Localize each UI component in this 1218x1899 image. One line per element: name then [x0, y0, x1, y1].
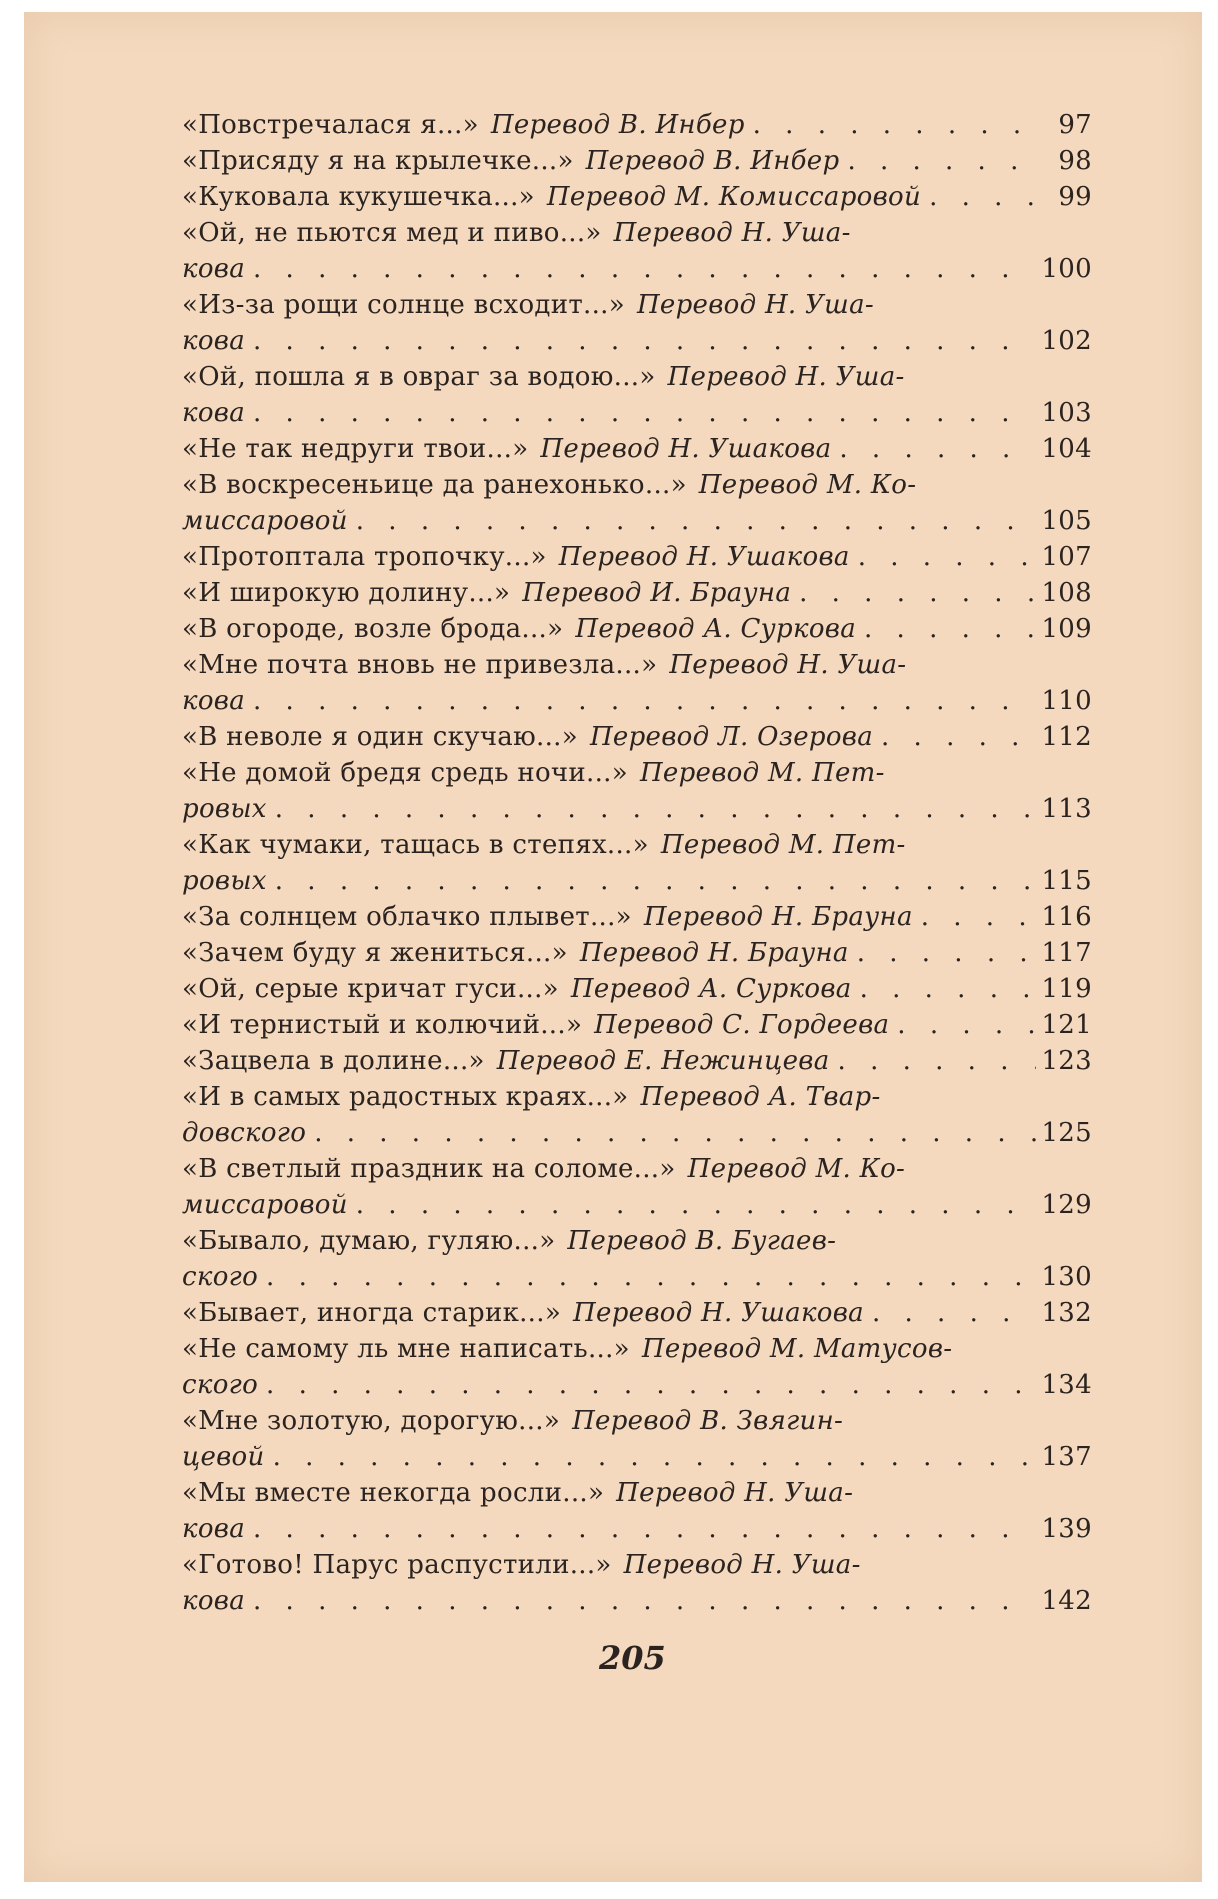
toc-entry-title: «Ой, не пьются мед и пиво...»: [182, 218, 602, 248]
toc-entry-text: [182, 1187, 1036, 1223]
toc-entry-page: 99: [1058, 182, 1092, 212]
toc-entry-text: [182, 899, 1036, 935]
toc-entry-page: 112: [1041, 722, 1092, 752]
toc-entry-page: 117: [1041, 938, 1092, 968]
dot-leader: [314, 1115, 1036, 1151]
toc-entry-text: [182, 1259, 1036, 1295]
toc-entry-title: «Протоптала тропочку...»: [182, 542, 547, 572]
toc-entry: [182, 1151, 1092, 1187]
dot-leader: [253, 1511, 1036, 1547]
toc-entry-continuation: [182, 1583, 1092, 1619]
toc-entry-continuation: [182, 791, 1092, 827]
toc-entry-title: «В неволе я один скучаю...»: [182, 722, 578, 752]
toc-entry-translator: Перевод Н. Уша-: [669, 650, 907, 680]
dot-leader: [266, 1259, 1036, 1295]
toc-entry-title: «В светлый праздник на соломе...»: [182, 1154, 676, 1184]
toc-entry-translator-cont: миссаровой: [182, 506, 348, 536]
dot-leader: [253, 1583, 1036, 1619]
toc-entry: [182, 719, 1092, 755]
toc-entry-page: 100: [1041, 254, 1092, 284]
toc-entry-text: [182, 503, 1036, 539]
toc-entry-page: 142: [1041, 1586, 1092, 1616]
toc-entry-translator: Перевод А. Суркова: [575, 614, 857, 644]
toc-entry-title: «Присяду я на крылечке...»: [182, 146, 574, 176]
toc-entry-translator: Перевод Н. Уша-: [613, 218, 851, 248]
toc-entry-text: [182, 1151, 1036, 1187]
toc-entry-text: [182, 1079, 1036, 1115]
toc-entry-translator: Перевод В. Звягин-: [572, 1406, 844, 1436]
dot-leader: [275, 791, 1036, 827]
toc-entry-text: [182, 1583, 1036, 1619]
dot-leader: [253, 251, 1036, 287]
toc-entry-translator: Перевод Е. Нежинцева: [496, 1046, 830, 1076]
toc-entry-translator: Перевод Н. Ушакова: [573, 1298, 864, 1328]
toc-entry-translator-cont: ского: [182, 1370, 259, 1400]
toc-entry-text: [182, 215, 1036, 251]
toc-entry-title: «Зацвела в долине...»: [182, 1046, 485, 1076]
toc-entry-translator-cont: кова: [182, 254, 246, 284]
toc-entry-continuation: [182, 683, 1092, 719]
dot-leader: [266, 1367, 1036, 1403]
dot-leader: [921, 899, 1036, 935]
toc-entry-translator: Перевод В. Инбер: [585, 146, 840, 176]
toc-entry-translator: Перевод М. Ко-: [698, 470, 917, 500]
toc-entry-page: 110: [1041, 686, 1092, 716]
toc-entry-page: 116: [1041, 902, 1092, 932]
dot-leader: [858, 539, 1036, 575]
toc-entry-text: [182, 1367, 1036, 1403]
toc-entry-text: [182, 143, 1036, 179]
toc-entry-text: [182, 755, 1036, 791]
toc-entry: [182, 755, 1092, 791]
toc-entry-text: [182, 1043, 1036, 1079]
toc-entry-translator: Перевод Н. Уша-: [667, 362, 905, 392]
toc-entry-page: 125: [1041, 1118, 1092, 1148]
toc-entry-text: [182, 863, 1036, 899]
toc-entry-text: [182, 1475, 1036, 1511]
toc-entry-title: «Мне почта вновь не привезла...»: [182, 650, 658, 680]
dot-leader: [753, 107, 1036, 143]
toc-entry-text: [182, 179, 1036, 215]
dot-leader: [857, 935, 1036, 971]
toc-entry: [182, 1331, 1092, 1367]
toc-entry-title: «Зачем буду я жениться...»: [182, 938, 568, 968]
toc-entry-title: «Куковала кукушечка...»: [182, 182, 535, 212]
toc-entry-text: [182, 575, 1036, 611]
toc-entry-text: [182, 719, 1036, 755]
toc-entry-title: «И в самых радостных краях...»: [182, 1082, 629, 1112]
dot-leader: [872, 1295, 1036, 1331]
dot-leader: [897, 1007, 1036, 1043]
toc-entry-page: 105: [1041, 506, 1092, 536]
toc-entry-text: [182, 1223, 1036, 1259]
toc-entry-translator-cont: довского: [182, 1118, 307, 1148]
toc-entry-translator-cont: ровых: [182, 866, 267, 896]
toc-entry-translator: Перевод Н. Уша-: [623, 1550, 861, 1580]
toc-entry: [182, 1475, 1092, 1511]
toc-entry-title: «Мне золотую, дорогую...»: [182, 1406, 561, 1436]
book-page: [24, 12, 1202, 1882]
toc-entry: [182, 1223, 1092, 1259]
toc-entry-page: 137: [1041, 1442, 1092, 1472]
toc-entry-translator: Перевод М. Комиссаровой: [546, 182, 922, 212]
toc-entry-page: 103: [1041, 398, 1092, 428]
toc-entry-text: [182, 539, 1036, 575]
dot-leader: [253, 323, 1036, 359]
toc-entry-translator-cont: ровых: [182, 794, 267, 824]
toc-entry: [182, 179, 1092, 215]
toc-entry-continuation: [182, 395, 1092, 431]
toc-entry: [182, 287, 1092, 323]
toc-entry: [182, 1547, 1092, 1583]
toc-entry-text: [182, 359, 1036, 395]
toc-entry-page: 130: [1041, 1262, 1092, 1292]
toc-entry-translator: Перевод В. Бугаев-: [567, 1226, 837, 1256]
toc-entry-translator: Перевод А. Твар-: [640, 1082, 881, 1112]
toc-entry-translator-cont: миссаровой: [182, 1190, 348, 1220]
toc-entry-text: [182, 647, 1036, 683]
toc-entry: [182, 935, 1092, 971]
toc-entry: [182, 647, 1092, 683]
toc-entry-translator-cont: кова: [182, 326, 246, 356]
toc-entry-page: 123: [1041, 1046, 1092, 1076]
toc-entry-title: «Бывает, иногда старик...»: [182, 1298, 562, 1328]
toc-entry-text: [182, 935, 1036, 971]
dot-leader: [253, 395, 1036, 431]
toc-entry-text: [182, 1547, 1036, 1583]
dot-leader: [356, 503, 1036, 539]
toc-entry-title: «Как чумаки, тащась в степях...»: [182, 830, 649, 860]
dot-leader: [253, 683, 1036, 719]
toc-entry-text: [182, 1439, 1036, 1475]
toc-entry-title: «Не так недруги твои...»: [182, 434, 529, 464]
toc-entry: [182, 1043, 1092, 1079]
page-number: 205: [599, 1639, 666, 1677]
toc-entry-translator: Перевод Н. Ушакова: [540, 434, 832, 464]
toc-entry-translator: Перевод С. Гордеева: [594, 1010, 890, 1040]
toc-entry-page: 98: [1058, 146, 1092, 176]
toc-entry-text: [182, 1331, 1036, 1367]
toc-entry-continuation: [182, 503, 1092, 539]
toc-entry-page: 97: [1058, 110, 1092, 140]
toc-entry: [182, 611, 1092, 647]
toc-entry-text: [182, 323, 1036, 359]
toc-entry-page: 119: [1041, 974, 1092, 1004]
toc-entry-text: [182, 1403, 1036, 1439]
dot-leader: [864, 611, 1036, 647]
dot-leader: [881, 719, 1036, 755]
toc-entry-title: «Ой, пошла я в овраг за водою...»: [182, 362, 656, 392]
toc-entry-page: 132: [1041, 1298, 1092, 1328]
table-of-contents: [182, 107, 1092, 1619]
dot-leader: [860, 971, 1036, 1007]
toc-entry-translator-cont: цевой: [182, 1442, 265, 1472]
toc-entry-translator: Перевод М. Матусов-: [641, 1334, 953, 1364]
toc-entry-translator-cont: кова: [182, 686, 246, 716]
toc-entry-translator: Перевод А. Суркова: [570, 974, 852, 1004]
toc-entry-translator-cont: ского: [182, 1262, 259, 1292]
toc-entry: [182, 539, 1092, 575]
toc-entry-title: «Не самому ль мне написать...»: [182, 1334, 630, 1364]
toc-entry-title: «В огороде, возле брода...»: [182, 614, 564, 644]
dot-leader: [799, 575, 1036, 611]
toc-entry-continuation: [182, 1439, 1092, 1475]
toc-entry-continuation: [182, 1187, 1092, 1223]
dot-leader: [847, 143, 1036, 179]
toc-entry-continuation: [182, 1259, 1092, 1295]
dot-leader: [275, 863, 1036, 899]
toc-entry-translator: Перевод Н. Брауна: [643, 902, 913, 932]
toc-entry: [182, 215, 1092, 251]
toc-entry: [182, 899, 1092, 935]
toc-entry-translator: Перевод М. Ко-: [687, 1154, 906, 1184]
toc-entry-page: 121: [1041, 1010, 1092, 1040]
toc-entry-translator: Перевод Н. Брауна: [579, 938, 849, 968]
toc-entry-text: [182, 971, 1036, 1007]
toc-entry-text: [182, 395, 1036, 431]
toc-entry-text: [182, 1007, 1036, 1043]
toc-entry-text: [182, 1115, 1036, 1151]
toc-entry-page: 115: [1041, 866, 1092, 896]
dot-leader: [273, 1439, 1036, 1475]
toc-entry: [182, 467, 1092, 503]
toc-entry-text: [182, 827, 1036, 863]
toc-entry: [182, 1079, 1092, 1115]
toc-entry: [182, 359, 1092, 395]
toc-entry: [182, 431, 1092, 467]
toc-entry-translator: Перевод В. Инбер: [490, 110, 745, 140]
toc-entry-translator: Перевод Н. Ушакова: [558, 542, 850, 572]
toc-entry-continuation: [182, 863, 1092, 899]
toc-entry: [182, 827, 1092, 863]
dot-leader: [929, 179, 1036, 215]
dot-leader: [839, 431, 1036, 467]
toc-entry-text: [182, 611, 1036, 647]
toc-entry-text: [182, 683, 1036, 719]
toc-entry-title: «Ой, серые кричат гуси...»: [182, 974, 559, 1004]
toc-entry-text: [182, 791, 1036, 827]
toc-entry-translator-cont: кова: [182, 1586, 246, 1616]
toc-entry-page: 102: [1041, 326, 1092, 356]
toc-entry-title: «В воскресеньице да ранехонько...»: [182, 470, 687, 500]
toc-entry-page: 113: [1041, 794, 1092, 824]
toc-entry: [182, 1403, 1092, 1439]
dot-leader: [838, 1043, 1036, 1079]
toc-entry-title: «За солнцем облачко плывет...»: [182, 902, 632, 932]
toc-entry-title: «Из-за рощи солнце всходит...»: [182, 290, 625, 320]
toc-entry-translator: Перевод И. Брауна: [522, 578, 792, 608]
toc-entry-translator: Перевод Н. Уша-: [636, 290, 874, 320]
toc-entry-page: 134: [1041, 1370, 1092, 1400]
toc-entry: [182, 971, 1092, 1007]
toc-entry-translator: Перевод М. Пет-: [639, 758, 885, 788]
dot-leader: [356, 1187, 1036, 1223]
toc-entry-translator-cont: кова: [182, 398, 246, 428]
toc-entry-continuation: [182, 1367, 1092, 1403]
toc-entry-title: «И тернистый и колючий...»: [182, 1010, 583, 1040]
toc-entry-page: 109: [1041, 614, 1092, 644]
toc-entry-page: 139: [1041, 1514, 1092, 1544]
toc-entry-text: [182, 1295, 1036, 1331]
toc-entry-continuation: [182, 1115, 1092, 1151]
toc-entry-translator: Перевод М. Пет-: [660, 830, 906, 860]
toc-entry: [182, 107, 1092, 143]
toc-entry: [182, 575, 1092, 611]
toc-entry-continuation: [182, 251, 1092, 287]
toc-entry: [182, 1007, 1092, 1043]
toc-entry-title: «Бывало, думаю, гуляю...»: [182, 1226, 556, 1256]
toc-entry: [182, 143, 1092, 179]
toc-entry-page: 107: [1041, 542, 1092, 572]
toc-entry-text: [182, 467, 1036, 503]
toc-entry-translator: Перевод Н. Уша-: [616, 1478, 854, 1508]
toc-entry-text: [182, 431, 1036, 467]
toc-entry-text: [182, 107, 1036, 143]
toc-entry-translator: Перевод Л. Озерова: [589, 722, 874, 752]
toc-entry: [182, 1295, 1092, 1331]
toc-entry-title: «Не домой бредя средь ночи...»: [182, 758, 628, 788]
toc-entry-translator-cont: кова: [182, 1514, 246, 1544]
toc-entry-title: «И широкую долину...»: [182, 578, 511, 608]
toc-entry-continuation: [182, 323, 1092, 359]
toc-entry-title: «Повстречалася я...»: [182, 110, 479, 140]
toc-entry-text: [182, 251, 1036, 287]
toc-entry-title: «Готово! Парус распустили...»: [182, 1550, 612, 1580]
toc-entry-page: 104: [1041, 434, 1092, 464]
toc-entry-page: 108: [1041, 578, 1092, 608]
toc-entry-text: [182, 287, 1036, 323]
toc-entry-page: 129: [1041, 1190, 1092, 1220]
toc-entry-continuation: [182, 1511, 1092, 1547]
toc-entry-text: [182, 1511, 1036, 1547]
toc-entry-title: «Мы вместе некогда росли...»: [182, 1478, 605, 1508]
